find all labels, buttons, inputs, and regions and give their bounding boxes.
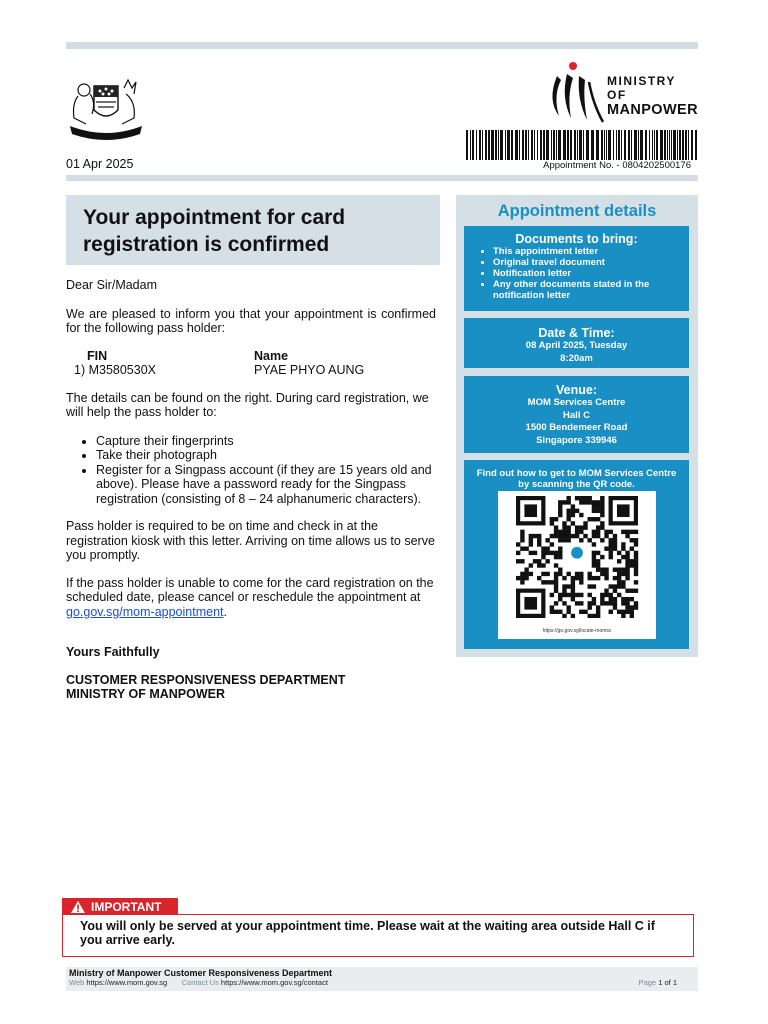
venue-title: Venue: xyxy=(556,383,597,397)
list-item: • Notification letter xyxy=(493,268,689,279)
page-number xyxy=(639,978,677,987)
list-item: • Any other documents stated in the notification letter xyxy=(493,279,689,301)
pass-holder-table xyxy=(66,349,436,378)
letter-date: 01 Apr 2025 xyxy=(66,157,134,171)
department-line2: MINISTRY OF MANPOWER xyxy=(66,687,226,701)
title-box xyxy=(66,195,440,265)
salutation: Dear Sir/Madam xyxy=(66,278,157,292)
qr-code-box[interactable] xyxy=(498,491,656,639)
footer xyxy=(66,967,698,991)
footer-org: Ministry of Manpower Customer Responsiveness Department xyxy=(69,968,333,978)
qr-url: https://go.gov.sg/locate-momsc xyxy=(542,628,612,634)
fin-value: 1) M3580530X xyxy=(74,363,157,377)
details-intro: The details can be found on the right. During card registration, we will help the pass holder to: xyxy=(66,390,429,419)
documents-card xyxy=(464,226,689,311)
date-value: 08 April 2025, Tuesday xyxy=(525,340,628,351)
important-label: IMPORTANT xyxy=(91,899,162,914)
documents-list xyxy=(464,246,689,301)
barcode-icon xyxy=(466,130,698,160)
contact-label: Contact Us xyxy=(181,978,219,987)
reschedule-link[interactable]: go.gov.sg/mom-appointment xyxy=(66,604,224,619)
closing: Yours Faithfully xyxy=(66,645,160,659)
list-item: • Register for a Singpass account (if they are 15 years old and above). Please have a password ready for the Singpass registration (consisting of 8 – 24 alphanumeric characters). xyxy=(96,463,436,507)
mom-logo-icon xyxy=(545,60,700,130)
web-label: Web xyxy=(69,978,85,987)
list-item: • Capture their fingerprints xyxy=(96,434,436,449)
cancel-end: . xyxy=(223,604,227,619)
footer-links xyxy=(69,978,328,987)
venue-card xyxy=(464,376,689,453)
department-line1: CUSTOMER RESPONSIVENESS DEPARTMENT xyxy=(66,672,346,687)
cancel-paragraph xyxy=(66,576,436,620)
cancel-text: If the pass holder is unable to come for the card registration on the scheduled date, please cancel or reschedule the appointment at xyxy=(66,575,434,604)
panel-title: Appointment details xyxy=(497,202,657,220)
page-current: 1 xyxy=(658,978,663,987)
intro-paragraph: We are pleased to inform you that your appointment is confirmed for the following pass holder: xyxy=(66,306,436,335)
important-box xyxy=(62,914,694,957)
ministry-line1: MINISTRY OF xyxy=(607,74,676,102)
fin-header: FIN xyxy=(87,348,108,363)
letter-body xyxy=(66,278,436,702)
name-value: PYAE PHYO AUNG xyxy=(254,363,365,377)
time-value: 8:20am xyxy=(560,352,593,364)
page-total: 1 xyxy=(672,978,677,987)
venue-line: MOM Services Centre xyxy=(527,397,626,408)
venue-line: Singapore 339946 xyxy=(536,434,617,446)
venue-line: 1500 Bendemeer Road xyxy=(525,422,628,433)
list-item: • Original travel document xyxy=(493,257,689,268)
appointment-details-panel xyxy=(456,195,698,657)
web-link[interactable]: https://www.mom.gov.sg xyxy=(86,978,168,987)
qr-card xyxy=(464,460,689,649)
list-item: • This appointment letter xyxy=(493,246,689,257)
contact-link[interactable]: https://www.mom.gov.sg/contact xyxy=(220,978,328,987)
appointment-number: Appointment No. - 0804202500176 xyxy=(543,160,691,171)
important-tab xyxy=(62,898,178,915)
qr-note: Find out how to get to MOM Services Centre by scanning the QR code. xyxy=(476,468,677,490)
important-text: You will only be served at your appointment time. Please wait at the waiting area outside Hall C if you arrive early. xyxy=(80,919,655,947)
top-rule xyxy=(66,42,698,49)
task-list xyxy=(66,434,436,507)
singapore-crest-icon xyxy=(64,74,148,144)
page-label: Page xyxy=(638,978,657,987)
datetime-card xyxy=(464,318,689,368)
separator-rule xyxy=(66,175,698,181)
warning-triangle-icon xyxy=(71,901,85,913)
datetime-title: Date & Time: xyxy=(538,326,615,340)
list-item: • Take their photograph xyxy=(96,448,436,463)
page-of: of xyxy=(664,978,671,987)
page-title: Your appointment for card registration is confirmed xyxy=(83,206,346,256)
ontime-paragraph: Pass holder is required to be on time and check in at the registration kiosk with this letter. Arriving on time allows us to serve you promptly. xyxy=(66,519,435,562)
name-header: Name xyxy=(254,348,289,363)
qr-code-icon xyxy=(509,496,645,618)
documents-title: Documents to bring: xyxy=(515,232,638,246)
ministry-line2: MANPOWER xyxy=(607,102,698,118)
venue-line: Hall C xyxy=(563,409,590,421)
table-row xyxy=(66,363,436,378)
